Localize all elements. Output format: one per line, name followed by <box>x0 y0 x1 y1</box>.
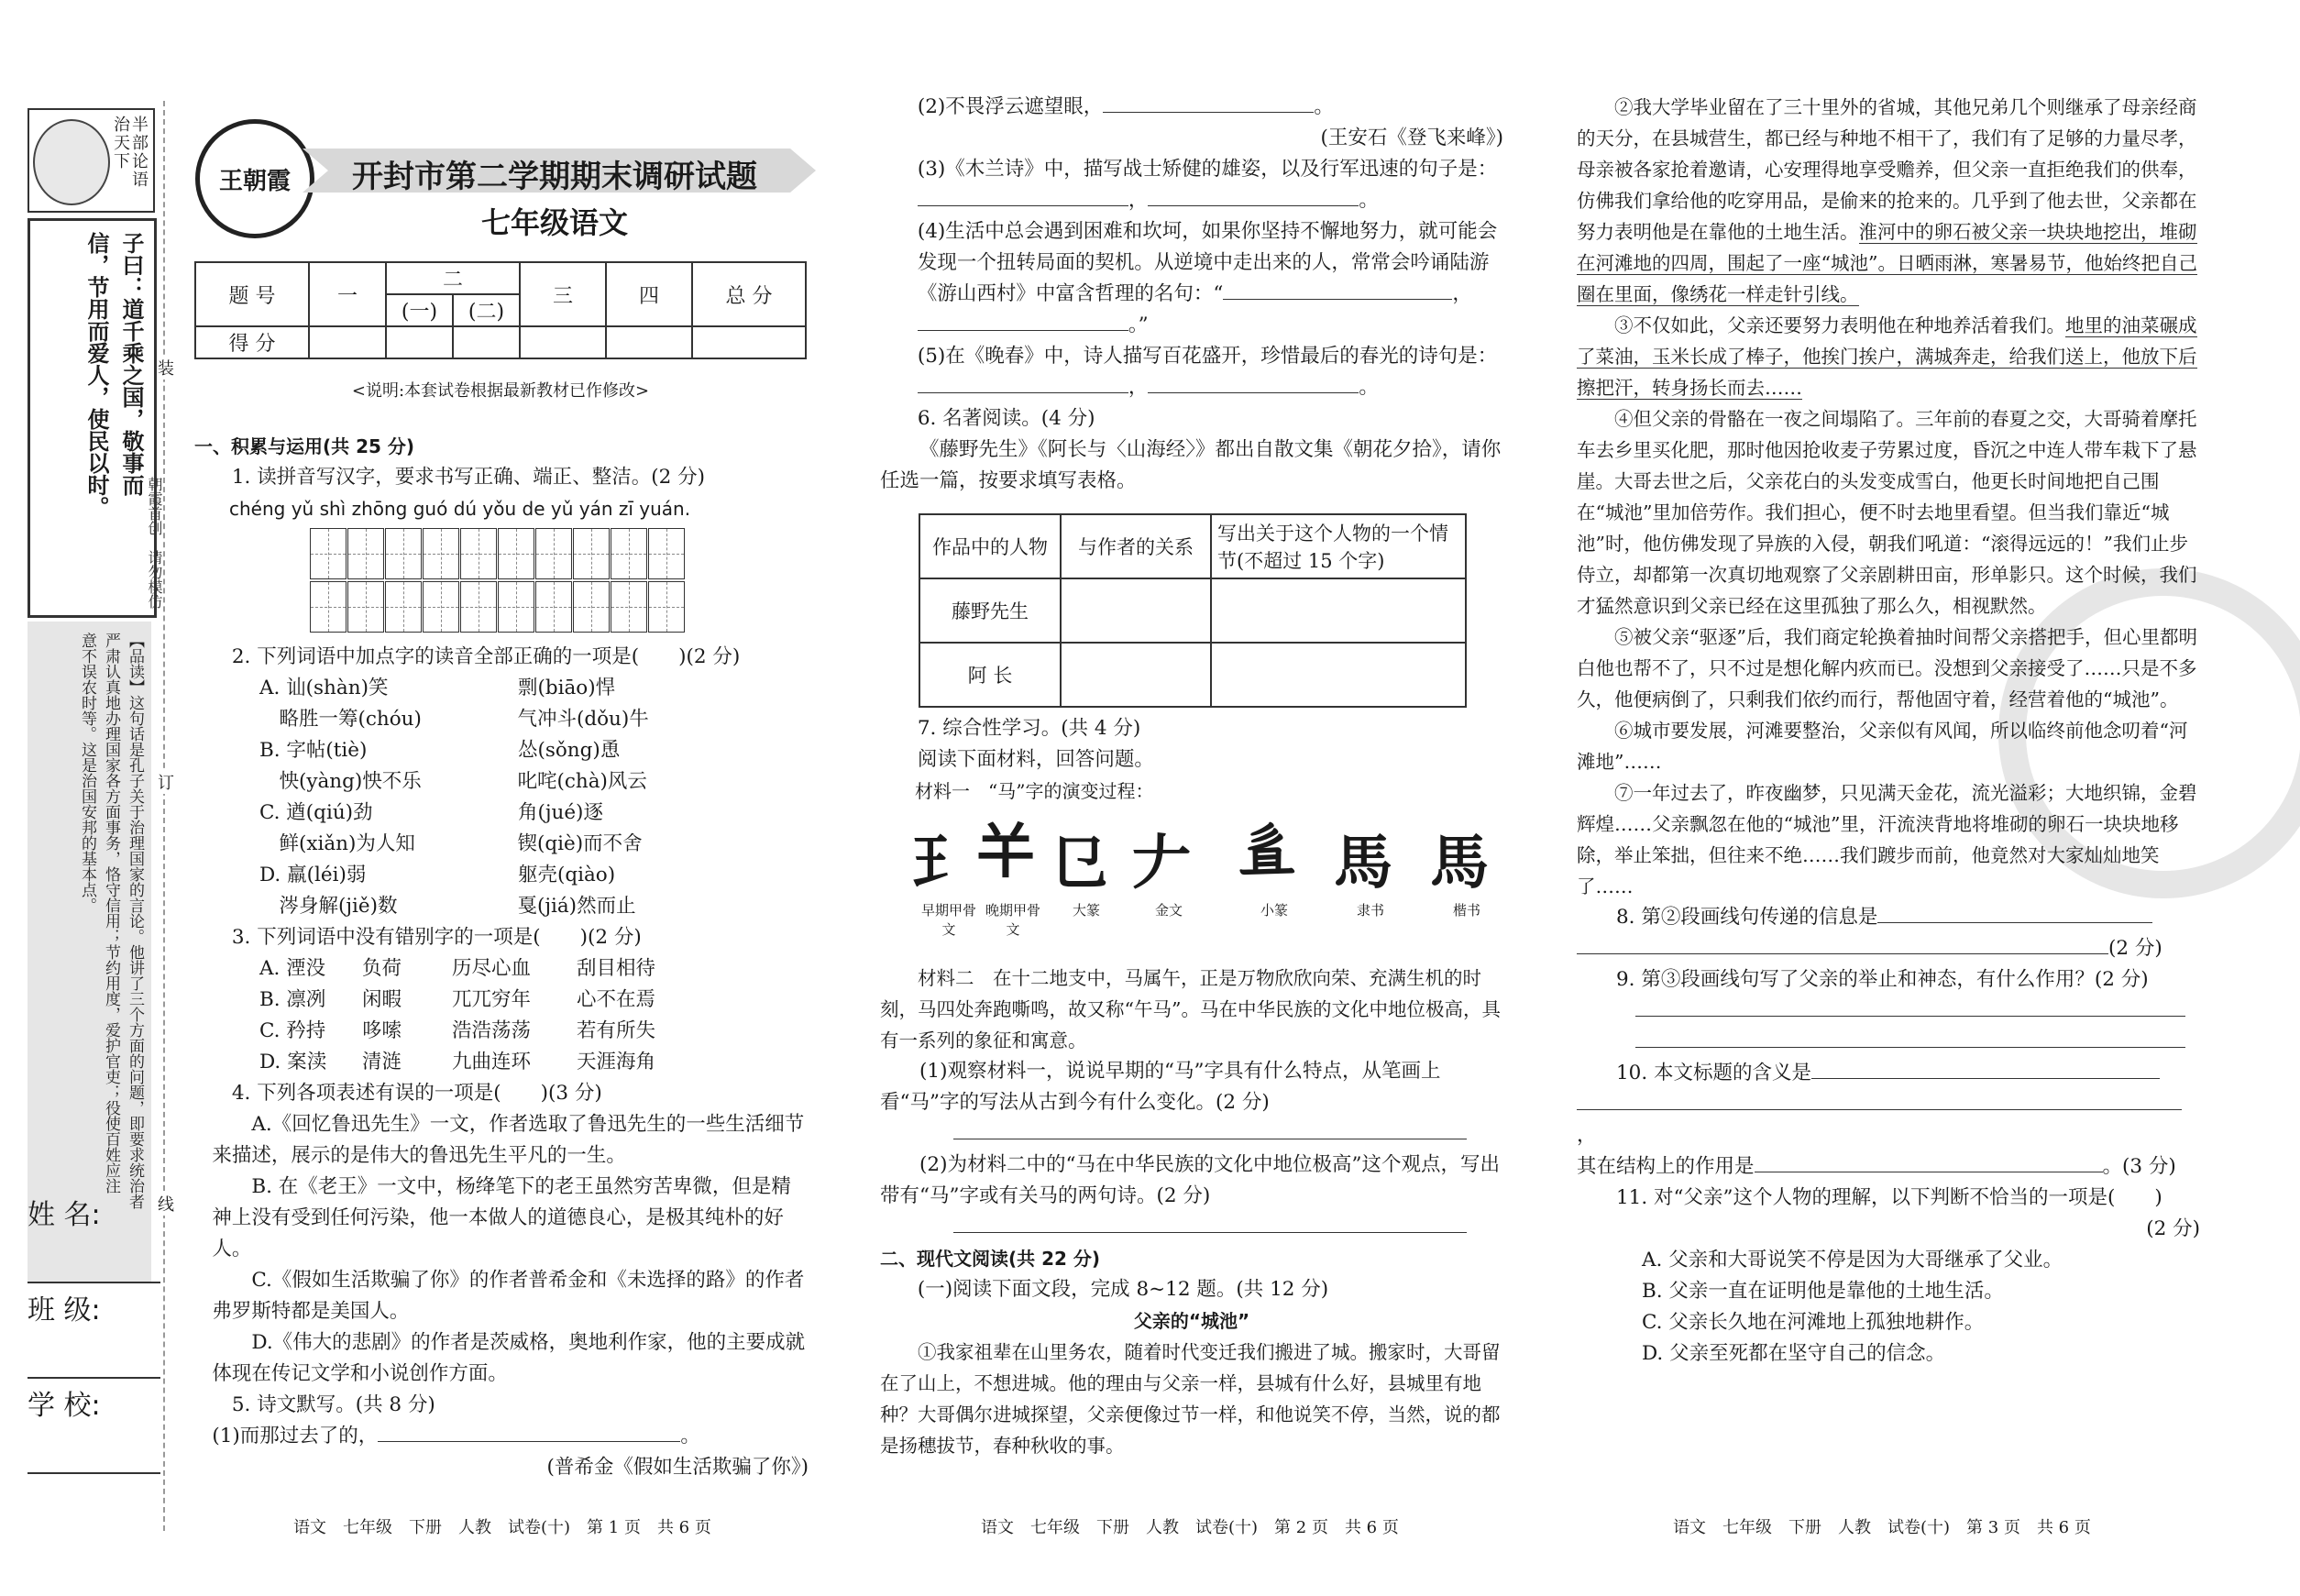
q9: 9. 第③段画线句写了父亲的举止和神态，有什么作用？(2 分) <box>1616 968 2149 991</box>
option-item: 气冲斗(dǒu)牛 <box>517 708 649 731</box>
q1-text: 1. 读拼音写汉字，要求书写正确、端正、整洁。(2 分) <box>231 466 705 489</box>
horse-glyph: 㔾 <box>1050 829 1108 897</box>
glyph-label: 早期甲骨文 <box>920 902 976 938</box>
q11-points: (2 分) <box>2146 1217 2200 1240</box>
option-item: 怏(yàng)怏不乐 <box>279 770 422 793</box>
q2-option-row <box>194 704 809 735</box>
grid-cell[interactable] <box>573 581 610 633</box>
horse-glyph: 馬 <box>1430 829 1489 897</box>
q2-option-row <box>194 860 809 891</box>
material-1: 材料一 “马”字的演变过程： <box>915 780 1154 802</box>
option-item: C. 遒(qiú)劲 <box>259 801 373 824</box>
cut-mark-1: 装 <box>158 356 174 380</box>
commentary-box <box>28 622 151 1282</box>
q6-answer-cell[interactable] <box>1061 578 1211 643</box>
option-item: 角(jué)逐 <box>517 801 603 824</box>
score-header-3: 三 <box>520 262 606 326</box>
column-1-cont <box>194 642 809 1483</box>
q6-answer-cell[interactable] <box>1061 643 1211 707</box>
material-2: 材料二 在十二地支中，马属午，正是万物欣欣向荣、充满生机的时刻，马四处奔跑嘶鸣，故又称“午马”。马在中华民族的文化中地位极高，具有一系列的象征和寓意。 <box>880 967 1501 1051</box>
grid-cell[interactable] <box>648 528 685 579</box>
option-item: 略胜一筹(chóu) <box>279 708 422 731</box>
student-info <box>28 1192 160 1478</box>
q5-1-source: (普希金《假如生活欺骗了你》) <box>546 1456 809 1479</box>
essay-para-3: ③不仅如此，父亲还要努力表明他在种地养活着我们。地里的油菜碾成了菜油，玉米长成了棒子，他挨门挨户，满城奔走，给我们送上，他放下后擦把汗，转身扬长而去…… <box>1577 314 2197 399</box>
exam-subtitle: 七年级语文 <box>480 205 628 240</box>
footer-page-3: 语文 七年级 下册 人教 试卷(十) 第 3 页 共 6 页 <box>1673 1518 2091 1537</box>
answer-blank[interactable] <box>1103 112 1314 113</box>
option-item: 闲暇 <box>361 988 402 1011</box>
score-cell[interactable] <box>309 326 386 358</box>
grid-cell[interactable] <box>385 528 422 579</box>
option-item: 负荷 <box>361 957 402 980</box>
q11-option: D. 父亲至死都在坚守自己的信念。 <box>1641 1342 1946 1365</box>
q3-option-row <box>194 985 809 1016</box>
q7-text: 7. 综合性学习。(共 4 分) <box>917 717 1141 740</box>
grid-cell[interactable] <box>385 581 422 633</box>
answer-blank[interactable] <box>1577 1109 2182 1110</box>
horse-glyph: 𠂇 <box>1132 829 1191 897</box>
option-item: 戛(jiá)然而止 <box>517 895 636 918</box>
grid-cell[interactable] <box>347 581 384 633</box>
q11-option: A. 父亲和大哥说笑不停是因为大哥继承了父业。 <box>1641 1249 2063 1271</box>
q7-1-answer <box>880 1118 1503 1150</box>
glyph-label: 小篆 <box>1260 902 1288 919</box>
glyph-label: 金文 <box>1154 902 1183 919</box>
answer-blank[interactable] <box>1148 205 1359 206</box>
grid-cell[interactable] <box>498 581 534 633</box>
answer-blank[interactable] <box>1877 922 2152 923</box>
option-item: 哆嗦 <box>361 1019 402 1042</box>
school-field[interactable] <box>28 1426 160 1474</box>
motto-line-1: 半部论语 <box>129 116 149 189</box>
answer-blank[interactable] <box>918 330 1128 331</box>
option-item: B. 凛冽 <box>259 988 326 1011</box>
q4-option-c: C.《假如生活欺骗了你》的作者普希金和《未选择的路》的作者弗罗斯特都是美国人。 <box>212 1269 805 1323</box>
q7-intro: 阅读下面材料，回答问题。 <box>917 748 1154 771</box>
horse-glyph: 𤣩 <box>912 829 971 897</box>
glyph-label: 隶书 <box>1356 902 1384 919</box>
option-item: 鲜(xiǎn)为人知 <box>279 832 415 855</box>
q2-option-row <box>194 735 809 766</box>
grid-cell[interactable] <box>535 528 572 579</box>
q9-answer <box>1577 996 2200 1027</box>
q9-answer-2 <box>1577 1027 2200 1058</box>
column-2 <box>880 92 1503 497</box>
score-table <box>194 261 807 359</box>
q5-2-source: (王安石《登飞来峰》) <box>1320 127 1503 149</box>
q3-option-row <box>194 953 809 985</box>
essay-title: 父亲的“城池” <box>1133 1310 1250 1332</box>
option-item: 涔身解(jiě)数 <box>279 895 398 918</box>
option-item: 刮目相待 <box>576 957 655 980</box>
q7-2-answer <box>880 1212 1503 1243</box>
score-cell[interactable] <box>453 326 520 358</box>
score-header-4: 四 <box>606 262 692 326</box>
q6-desc: 《藤野先生》《阿长与〈山海经〉》都出自散文集《朝花夕拾》，请你任选一篇，按要求填写表格。 <box>880 438 1502 492</box>
option-item: 天涯海角 <box>576 1051 655 1073</box>
character-grid[interactable] <box>310 528 691 638</box>
option-item: 躯壳(qiào) <box>517 864 616 886</box>
answer-blank[interactable] <box>918 392 1128 393</box>
grid-cell[interactable] <box>611 528 647 579</box>
commentary-title: 【品读】这句话是孔子关于治理国家的言论。他讲了三个方面的问题，即要求统治者 <box>126 633 144 1209</box>
option-item: 浩浩荡荡 <box>451 1019 531 1042</box>
score-sub-1: (一) <box>386 294 453 326</box>
q2-option-row <box>194 766 809 798</box>
q2-option-row <box>194 673 809 704</box>
column-1 <box>194 431 809 524</box>
name-field[interactable] <box>28 1236 160 1283</box>
q5-text: 5. 诗文默写。(共 8 分) <box>231 1393 435 1416</box>
motto-small <box>111 116 148 189</box>
answer-blank[interactable] <box>1148 392 1359 393</box>
q3-text: 3. 下列词语中没有错别字的一项是( )(2 分) <box>231 926 642 949</box>
grid-cell[interactable] <box>573 528 610 579</box>
option-item: 若有所失 <box>576 1019 655 1042</box>
motto-box <box>28 108 155 213</box>
score-row-label: 得 分 <box>195 326 309 358</box>
cut-mark-2: 订 <box>158 770 174 794</box>
option-item: A. 讪(shàn)笑 <box>259 677 389 699</box>
q3-option-row <box>194 1016 809 1047</box>
q6-table <box>919 513 1467 708</box>
option-item: A. 湮没 <box>259 957 326 980</box>
q6-head-1: 作品中的人物 <box>919 514 1061 578</box>
q2-option-row <box>194 891 809 922</box>
q11-option: B. 父亲一直在证明他是靠他的土地生活。 <box>1641 1280 2004 1303</box>
q6-text: 6. 名著阅读。(4 分) <box>917 407 1095 430</box>
q6-row-1: 藤野先生 <box>919 578 1061 643</box>
option-item: 历尽心血 <box>451 957 531 980</box>
class-label: 班 级: <box>28 1294 101 1326</box>
score-header-total: 总 分 <box>692 262 806 326</box>
option-item: B. 字帖(tiè) <box>259 739 368 762</box>
grid-cell[interactable] <box>310 528 347 579</box>
q1-pinyin: chéng yǔ shì zhōng guó dú yǒu de yǔ yán zī yuán. <box>229 498 691 520</box>
q2-text: 2. 下列词语中加点字的读音全部正确的一项是( )(2 分) <box>231 645 741 668</box>
option-item: D. 案渎 <box>259 1051 327 1073</box>
underlined-sentence: 淮河中的卵石被父亲一块块地挖出，堆砌在河滩地的四周，围起了一座“城池”。日晒雨淋，寒暑易节，他始终把自己圈在里面，像绣花一样走针引线。 <box>1577 221 2197 305</box>
brand-logo <box>195 119 314 238</box>
answer-blank[interactable] <box>918 205 1128 206</box>
grid-cell[interactable] <box>347 528 384 579</box>
q6-answer-cell[interactable] <box>1211 643 1466 707</box>
q10-line2: ， <box>1577 1089 2200 1151</box>
binding-line <box>163 101 165 1531</box>
score-cell[interactable] <box>606 326 692 358</box>
horse-glyph: 𢆉 <box>976 818 1035 886</box>
glyph-label: 楷书 <box>1452 902 1480 919</box>
section-2-part-1: (一)阅读下面文段，完成 8~12 题。(共 12 分) <box>917 1278 1329 1301</box>
footer-page-2: 语文 七年级 下册 人教 试卷(十) 第 2 页 共 6 页 <box>981 1518 1399 1537</box>
answer-blank[interactable] <box>1577 953 2108 954</box>
option-item: C. 矜持 <box>259 1019 326 1042</box>
q6-row-2: 阿 长 <box>919 643 1061 707</box>
score-cell[interactable] <box>520 326 606 358</box>
quote-box <box>28 218 157 618</box>
logo-text: 王朝霞 <box>218 168 291 195</box>
class-field[interactable] <box>28 1331 160 1379</box>
q4-option-d: D.《伟大的悲剧》的作者是茨威格，奥地利作家，他的主要成就体现在传记文学和小说创作方面。 <box>212 1331 806 1385</box>
q11-options <box>1577 1245 2200 1370</box>
essay-para-6: ⑥城市要发展，河滩要整治，父亲似有风闻，所以临终前他念叨着“河滩地”…… <box>1577 720 2188 773</box>
sidebar <box>28 108 151 1209</box>
horse-glyph-evolution <box>912 816 1499 938</box>
q2-options <box>194 673 809 922</box>
q3-options <box>194 953 809 1078</box>
option-item: 清涟 <box>361 1051 402 1073</box>
quote-line-1: 子曰：道千乘之国，敬事而 <box>118 232 145 496</box>
q11-option: C. 父亲长久地在河滩地上孤独地耕作。 <box>1641 1311 1985 1334</box>
grid-cell[interactable] <box>535 581 572 633</box>
cut-mark-3: 线 <box>158 1192 174 1216</box>
score-header-2: 二 <box>386 262 520 294</box>
commentary-line-2: 严肃认真地办理国家各方面事务，恪守信用；节约用度，爱护官吏；役使百姓应注 <box>102 633 120 1194</box>
q2-option-row <box>194 829 809 860</box>
grid-cell[interactable] <box>498 528 534 579</box>
q5-5: (5)在《晚春》中，诗人描写百花盛开，珍惜最后的春光的诗句是：， 。 <box>917 345 1498 399</box>
essay-para-7: ⑦一年过去了，昨夜幽梦，只见满天金花，流光溢彩；大地织锦，金碧辉煌……父亲飘忽在他的“城池”里，汗流浃背地将堆砌的卵石一块块地移除，举止笨拙，但往来不绝……我们踱步而前，他竟然对大家灿灿地笑了…… <box>1577 782 2197 897</box>
glyph-label: 晚期甲骨文 <box>985 902 1040 938</box>
q5-4: (4)生活中总会遇到困难和坎坷，如果你坚持不懈地努力，就可能会发现一个扭转局面的契机。从逆境中走出来的人，常常会吟诵陆游《游山西村》中富含哲理的名句：“ ，。” <box>917 220 1498 336</box>
quote-line-2: 信，节用而爱人，使民以时。 <box>83 232 110 518</box>
school-label: 学 校: <box>28 1390 101 1422</box>
edition-note: <说明:本套试卷根据最新教材已作修改> <box>351 381 650 401</box>
score-cell[interactable] <box>692 326 806 358</box>
score-header-label: 题 号 <box>195 262 309 326</box>
q8: 8. 第②段画线句传递的信息是 <box>1577 902 2200 933</box>
answer-blank[interactable] <box>378 1441 680 1442</box>
answer-blank[interactable] <box>1635 1047 2185 1048</box>
q10-line3: 其在结构上的作用是 。(3 分) <box>1577 1155 2176 1178</box>
section-2-heading: 二、现代文阅读(共 22 分) <box>880 1248 1101 1270</box>
option-item: 心不在焉 <box>576 988 655 1011</box>
q2-option-row <box>194 798 809 829</box>
option-item: 九曲连环 <box>451 1051 531 1073</box>
q11: 11. 对“父亲”这个人物的理解，以下判断不恰当的一项是( ) <box>1616 1186 2162 1209</box>
grid-cell[interactable] <box>460 528 497 579</box>
q7-block <box>880 713 1503 807</box>
grid-cell[interactable] <box>310 581 347 633</box>
q3-option-row <box>194 1047 809 1078</box>
essay-para-5: ⑤被父亲“驱逐”后，我们商定轮换着抽时间帮父亲搭把手，但心里都明白他也帮不了，只不过是想化解内疚而已。没想到父亲接受了……只是不多久，他便病倒了，只剩我们依约而行，帮他固守着，经营着他的“城池”。 <box>1577 626 2197 710</box>
q4-option-a: A.《回忆鲁迅先生》一文，作者选取了鲁迅先生的一些生活细节来描述，展示的是伟大的鲁迅先生平凡的一生。 <box>212 1113 805 1167</box>
q5-2: (2)不畏浮云遮望眼， 。 <box>917 95 1334 118</box>
option-item: D. 羸(léi)弱 <box>259 864 367 886</box>
q6-head-3: 写出关于这个人物的一个情节(不超过 15 个字) <box>1211 514 1466 578</box>
grid-cell[interactable] <box>460 581 497 633</box>
grid-cell[interactable] <box>423 581 459 633</box>
mascot-image <box>33 119 110 205</box>
commentary-line-3: 意不误农时等。这是治国安邦的基本点。 <box>78 633 96 913</box>
name-label: 姓 名: <box>28 1199 101 1231</box>
option-item: 剽(biāo)悍 <box>517 677 616 699</box>
grid-cell[interactable] <box>648 581 685 633</box>
essay-para-2: ②我大学毕业留在了三十里外的省城，其他兄弟几个则继承了母亲经商的天分，在县城营生，都已经与种地不相干了，我们有了足够的力量尽孝，母亲被各家抢着邀请，心安理得地享受赡养，但父亲一直拒绝我们的供奉，仿佛我们拿给他的吃穿用品，是偷来的抢来的。几乎到了他去世，父亲都在努力表明他是在靠他的土地生活。淮河中的卵石被父亲一块块地挖出，堆砌在河滩地的四周，围起了一座“城池”。日晒雨淋，寒暑易节，他始终把自己圈在里面，像绣花一样走针引线。 <box>1577 96 2197 305</box>
q4-text: 4. 下列各项表述有误的一项是( )(3 分) <box>231 1082 602 1105</box>
column-3 <box>1577 92 2200 1370</box>
option-item: 叱咤(chà)风云 <box>517 770 647 793</box>
footer-page-1: 语文 七年级 下册 人教 试卷(十) 第 1 页 共 6 页 <box>293 1518 711 1537</box>
underlined-sentence: 地里的油菜碾成了菜油，玉米长成了棒子，他挨门挨户，满城奔走，给我们送上，他放下后擦把汗，转身扬长而去…… <box>1577 314 2197 399</box>
grid-cell[interactable] <box>423 528 459 579</box>
option-item: 怂(sǒng)恿 <box>517 739 621 762</box>
q5-1: (1)而那过去了的， 。 <box>212 1425 700 1447</box>
score-sub-2: (二) <box>453 294 520 326</box>
q10: 10. 本文标题的含义是 <box>1577 1058 2200 1089</box>
answer-blank[interactable] <box>953 1232 1467 1233</box>
score-cell[interactable] <box>386 326 453 358</box>
section-1-heading: 一、积累与运用(共 25 分) <box>194 435 415 457</box>
answer-blank[interactable] <box>1635 1016 2185 1017</box>
q6-answer-cell[interactable] <box>1211 578 1466 643</box>
horse-glyph: 馬 <box>1334 829 1392 897</box>
q6-head-2: 与作者的关系 <box>1061 514 1211 578</box>
option-item: 锲(qiè)而不舍 <box>517 832 643 855</box>
option-item: 兀兀穷年 <box>451 988 531 1011</box>
grid-cell[interactable] <box>611 581 647 633</box>
column-2-lower <box>880 963 1503 1461</box>
motto-line-2: 治天下 <box>111 116 130 171</box>
essay-para-4: ④但父亲的骨骼在一夜之间塌陷了。三年前的春夏之交，大哥骑着摩托车去乡里买化肥，那时他因抢收麦子劳累过度，昏沉之中连人带车栽下了悬崖。大哥去世之后，父亲花白的头发变成雪白，他更长时间地把自己围在“城池”里加倍劳作。我们担心，便不时去地里看望。但当我们靠近“城池”时，他仿佛发现了异族的入侵，朝我们吼道：“滚得远远的！”我们止步侍立，却都第一次真切地观察了父亲剧耕田亩，形单影只。这个时候，我们才猛然意识到父亲已经在这里孤独了那么久，相视默然。 <box>1577 408 2197 617</box>
q7-2: (2)为材料二中的“马在中华民族的文化中地位极高”这个观点，写出带有“马”字或有关马的两句诗。(2 分) <box>880 1153 1500 1207</box>
q5-3: (3)《木兰诗》中，描写战士矫健的雄姿，以及行军迅速的句子是：， 。 <box>917 158 1498 212</box>
q7-1: (1)观察材料一，说说早期的“马”字具有什么特点，从笔画上看“马”字的写法从古到今有什么变化。(2 分) <box>880 1060 1441 1114</box>
answer-blank[interactable] <box>1223 299 1452 300</box>
glyph-label: 大篆 <box>1072 902 1100 919</box>
essay-para-1: ①我家祖辈在山里务农，随着时代变迁我们搬进了城。搬家时，大哥留在了山上，不想进城。他的理由与父亲一样，县城有什么好，县城里有地种？大哥偶尔进城探望，父亲便像过节一样，和他说笑不停，当然，说的都是扬穗拔节，春种秋收的事。 <box>880 1341 1501 1457</box>
q8-line2: (2 分) <box>1577 933 2200 964</box>
answer-blank[interactable] <box>1811 1078 2160 1079</box>
horse-glyph: 𢒉 <box>1238 816 1296 885</box>
score-header-1: 一 <box>309 262 386 326</box>
exam-title: 开封市第二学期期末调研试题 <box>352 159 757 195</box>
cut-side-note: 朝霞首创 请勿模仿 <box>146 477 163 609</box>
q4-option-b: B. 在《老王》一文中，杨绛笔下的老王虽然穷苦卑微，但是精神上没有受到任何污染，他一本做人的道德良心，是极其纯朴的好人。 <box>212 1175 791 1260</box>
